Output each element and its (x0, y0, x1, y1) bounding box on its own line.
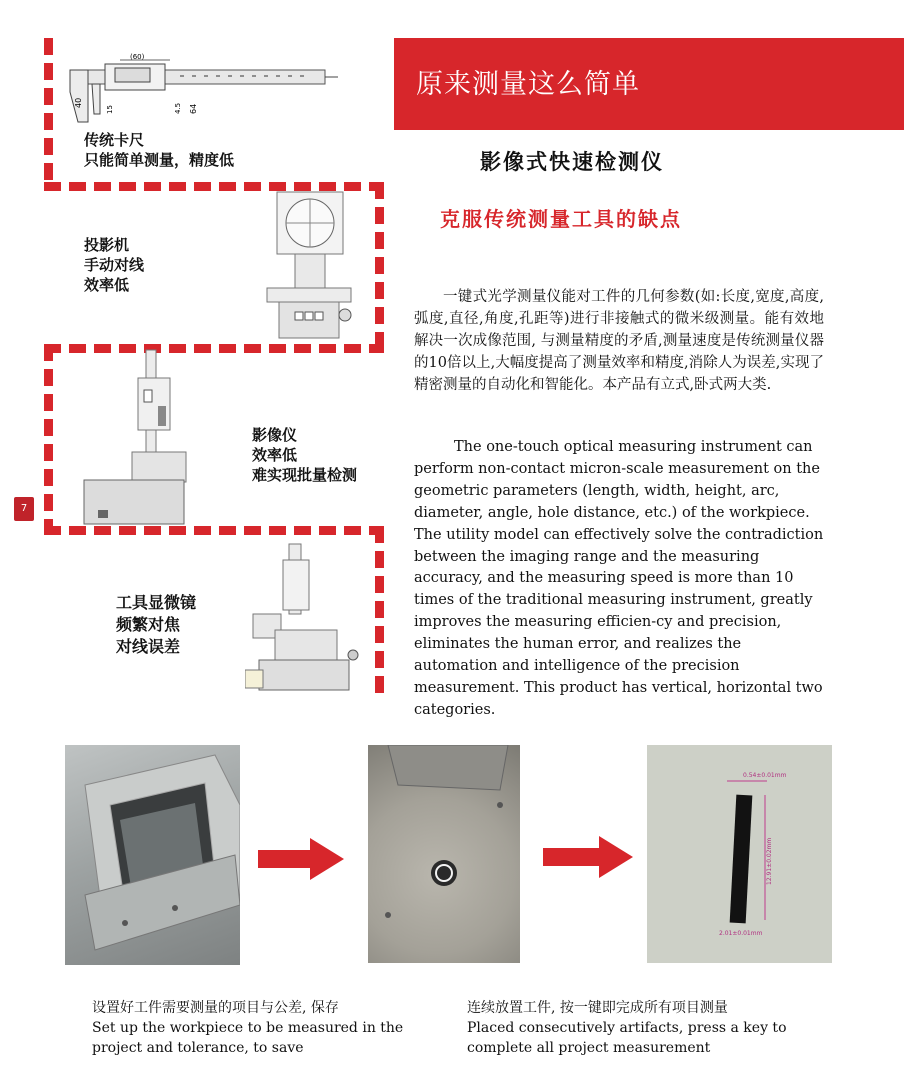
video-label-line3: 难实现批量检测 (252, 466, 358, 484)
projector-label-line1: 投影机 (84, 236, 130, 254)
caption-left (92, 998, 403, 1058)
screen-readout-side: 12.91±0.02mm (766, 837, 773, 885)
caliper-label-line1: 传统卡尺 (84, 131, 145, 149)
microscope-label-line3: 对线误差 (116, 637, 181, 656)
banner-title: 原来测量这么简单 (416, 69, 640, 100)
microscope-image (245, 540, 365, 695)
chinese-description: 一键式光学测量仪能对工件的几何参数(如:长度,宽度,高度,弧度,直径,角度,孔距等)进行非接触式的微米级测量。能有效地解决一次成像范围, 与测量精度的矛盾,测量速度是传统测量仪器的10倍以上,大幅度提高了测量效率和精度,消除人为误差,实现了精密测量的自动化和智能化。本产品有立式,卧式两大类. (414, 289, 824, 393)
projector-label (84, 235, 144, 295)
screen-readout-top: 0.54±0.01mm (743, 772, 787, 779)
photo-workpiece-fixture (65, 745, 240, 965)
caliper-image (60, 52, 340, 127)
video-label-line1: 影像仪 (252, 426, 298, 444)
microscope-label-line1: 工具显微镜 (116, 593, 197, 612)
product-subtitle: 影像式快速检测仪 (480, 149, 664, 174)
projector-label-line2: 手动对线 (84, 256, 145, 274)
caliper-label (84, 130, 234, 170)
caption-left-cn: 设置好工件需要测量的项目与公差, 保存 (92, 1000, 339, 1016)
microscope-label (116, 592, 196, 658)
caliper-dim-b: 4.5 (174, 102, 182, 114)
arrow-right-2 (543, 836, 633, 878)
video-label (252, 425, 357, 485)
arrow-right-1 (258, 838, 344, 880)
projector-image (265, 190, 357, 345)
caliper-dim-left: 40 (74, 97, 83, 108)
caption-left-en-2: project and tolerance, to save (92, 1040, 304, 1056)
page-number: 7 (14, 497, 34, 521)
caption-right (467, 998, 787, 1058)
microscope-label-line2: 频繁对焦 (116, 615, 181, 634)
caption-right-en-2: complete all project measurement (467, 1040, 711, 1056)
video-label-line2: 效率低 (252, 446, 298, 464)
caption-right-en-1: Placed consecutively artifacts, press a key to (467, 1020, 787, 1036)
photo-measurement-screen (647, 745, 832, 963)
screen-readout-bottom: 2.01±0.01mm (719, 930, 763, 937)
caliper-dim-top: (60) (130, 53, 145, 61)
caliper-dim-mid: 15 (106, 105, 114, 114)
caption-left-en-1: Set up the workpiece to be measured in the (92, 1020, 404, 1036)
english-description: The one-touch optical measuring instrument can perform non-contact micron-scale measurement on the geometric parameters (length, width, height, arc, diameter, angle, hole distance, etc.) of the workpiece. The utility model can effectively solve the contradiction between the imaging range and the measuring accuracy, and the measuring speed is more than 10 times of the traditional measuring instrument, greatly improves the measuring efficien-cy and precision, eliminates the human error, and realizes the automation and intelligence of the precision measurement. This product has vertical, horizontal two categories. (414, 439, 824, 718)
caliper-dim-c: 64 (189, 103, 198, 114)
title-banner (394, 38, 904, 130)
caliper-label-line2: 只能简单测量，精度低 (84, 151, 235, 169)
section-title: 克服传统测量工具的缺点 (440, 207, 682, 231)
video-instrument-image (80, 348, 190, 528)
projector-label-line3: 效率低 (84, 276, 130, 294)
photo-measurement-stage (368, 745, 520, 963)
caption-right-cn: 连续放置工件, 按一键即完成所有项目测量 (467, 1000, 728, 1016)
